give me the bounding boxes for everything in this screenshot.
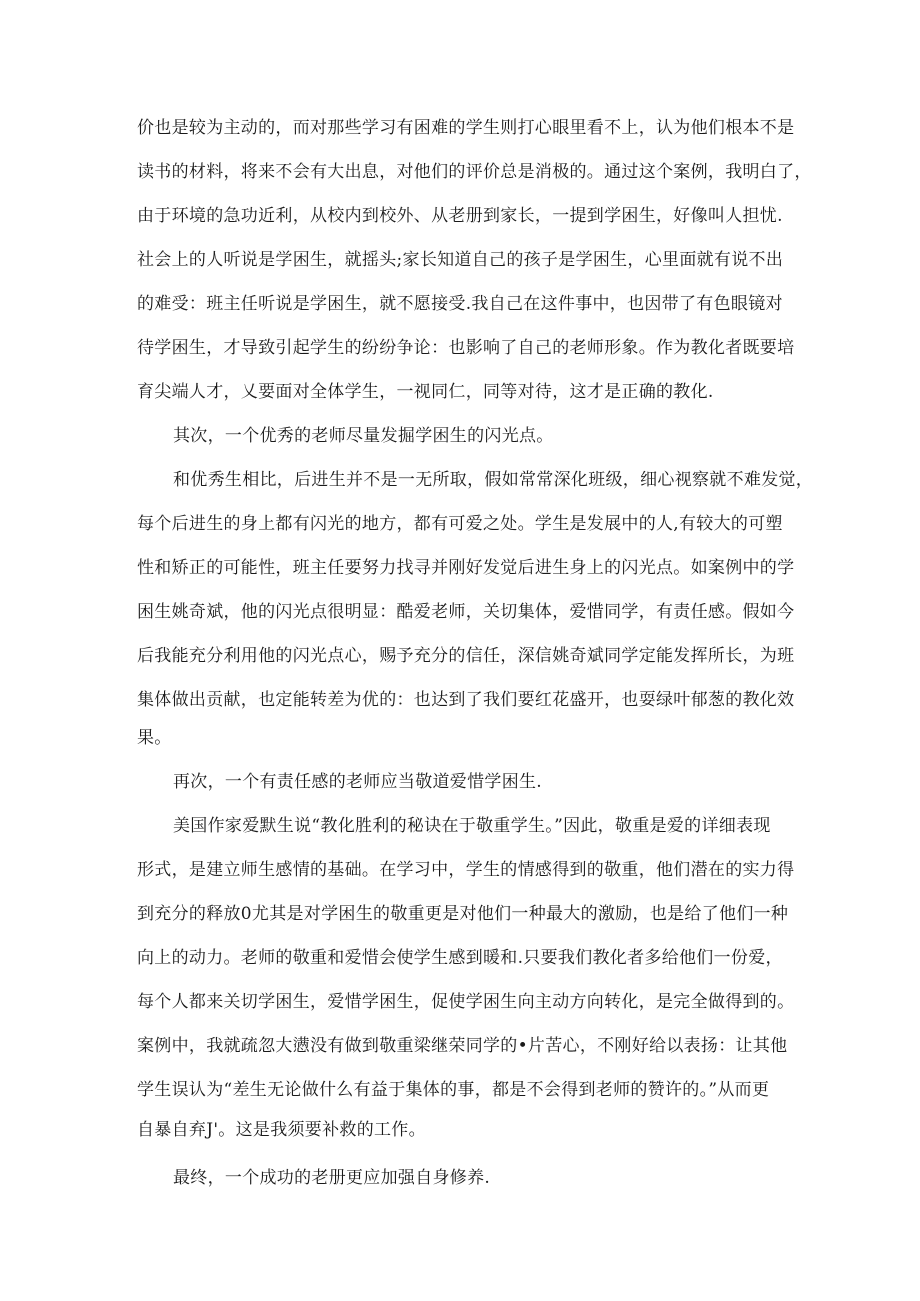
section-heading: 最终，一个成功的老册更应加强自身修养. <box>173 1168 491 1188</box>
text-line: 到充分的释放0尤其是对学困生的敬重更是对他们一种最大的激励，也是给了他们一种 <box>137 904 789 924</box>
text-line: 性和矫正的可能性，班主任要努力找寻并刚好发觉后进生身上的闪光点。如案例中的学 <box>137 558 795 578</box>
text-line: 价也是较为主动的，而对那些学习有困难的学生则打心眼里看不上，认为他们根本不是 <box>137 118 795 138</box>
text-line: 和优秀生相比，后进生并不是一无所取，假如常常深化班级，细心视察就不难发觉， <box>173 470 814 490</box>
text-line: 社会上的人听说是学困生，就摇头;家长知道自己的孩子是学困生，心里面就有说不出 <box>137 250 784 270</box>
text-line: 向上的动力。老师的敬重和爱惜会使学生感到暖和.只要我们教化者多给他们一份爱， <box>137 948 783 968</box>
text-line: 读书的材料，将来不会有大出息，对他们的评价总是消极的。通过这个案例，我明白了， <box>137 162 812 182</box>
text-line: 的难受：班主任听说是学困生，就不愿接受.我自己在这件事中，也因带了有色眼镜对 <box>137 294 783 314</box>
text-line: 育尖端人才，乂要面对全体学生，一视同仁，同等对待，这才是正确的教化. <box>137 382 714 402</box>
text-line: 学生误认为“差生无论做什么有益于集体的事，都是不会得到老师的赞许的。”从而更 <box>137 1080 770 1100</box>
text-line: 集体做出贡献，也定能转差为优的：也达到了我们要红花盛开，也耍绿叶郁葱的教化效 <box>137 690 795 710</box>
text-line: 后我能充分利用他的闪光点心，赐予充分的信任，深信姚奇斌同学定能发挥所长，为班 <box>137 646 795 666</box>
text-line: 果。 <box>137 728 172 748</box>
text-line: 每个人都来关切学困生，爱惜学困生，促使学困生向主动方向转化，是完全做得到的。 <box>137 992 795 1012</box>
text-line: 困生姚奇斌，他的闪光点很明显：酷爱老师，关切集体，爱惜同学，有责任感。假如今 <box>137 602 795 622</box>
section-heading: 其次，一个优秀的老师尽量发掘学困生的闪光点。 <box>173 426 554 446</box>
text-line: 案例中，我就疏忽大懑没有做到敬重梁继荣同学的•片苦心，不刚好给以表扬：让其他 <box>137 1036 788 1056</box>
section-heading: 再次，一个有责任感的老师应当敬道爱惜学困生. <box>173 772 543 792</box>
text-line: 美国作家爱默生说“教化胜利的秘诀在于敬重学生。”因此，敬重是爱的详细表现 <box>173 816 771 836</box>
text-line: 待学困生，才导致引起学生的纷纷争论：也影响了自己的老师形象。作为教化者既要培 <box>137 338 795 358</box>
text-line: 形式，是建立师生感情的基础。在学习中，学生的情感得到的敬重，他们潜在的实力得 <box>137 860 795 880</box>
text-line: 自暴自弃J'。这是我须要补救的工作。 <box>137 1120 426 1140</box>
text-line: 由于环境的急功近利，从校内到校外、从老册到家长，一提到学困生，好像叫人担忧. <box>137 206 783 226</box>
text-line: 每个后进生的身上都有闪光的地方，都有可爱之处。学生是发展中的人,有较大的可塑 <box>137 514 783 534</box>
